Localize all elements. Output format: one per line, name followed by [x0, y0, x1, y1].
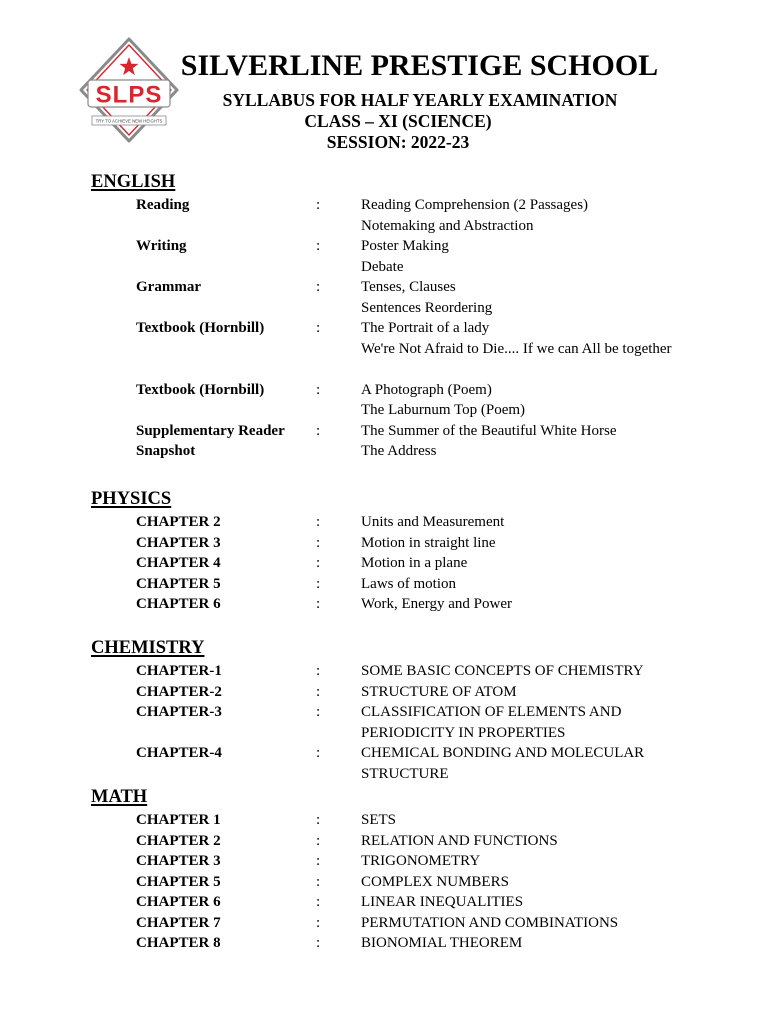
blank-line — [0, 359, 768, 380]
row-separator: : — [316, 197, 321, 213]
exam-title: SYLLABUS FOR HALF YEARLY EXAMINATION — [222, 90, 618, 110]
syllabus-row — [0, 421, 768, 442]
syllabus-row — [0, 318, 768, 339]
syllabus-row — [0, 661, 768, 682]
row-label: Supplementary Reader — [136, 422, 285, 439]
row-separator: : — [316, 575, 321, 592]
section-heading: ENGLISH — [91, 172, 176, 192]
row-label: Grammar — [136, 279, 201, 295]
row-label: Reading — [136, 197, 190, 213]
row-label: CHAPTER 5 — [136, 575, 221, 592]
row-value: COMPLEX NUMBERS — [361, 873, 509, 890]
section-heading: PHYSICS — [91, 489, 172, 509]
session-line: SESSION: 2022-23 — [326, 132, 470, 152]
syllabus-row — [0, 764, 768, 785]
syllabus-row — [0, 831, 768, 852]
row-value: PERMUTATION AND COMBINATIONS — [361, 914, 619, 931]
logo-tagline: TRY TO ACHIEVE NEW HEIGHTS — [95, 118, 163, 124]
syllabus-row — [0, 913, 768, 934]
row-value: Units and Measurement — [361, 514, 505, 530]
row-label: CHAPTER 2 — [136, 514, 221, 530]
syllabus-row — [0, 723, 768, 744]
row-value: Tenses, Clauses — [361, 279, 456, 295]
row-value: Motion in a plane — [361, 555, 468, 571]
row-value: The Laburnum Top (Poem) — [361, 402, 526, 418]
row-value: A Photograph (Poem) — [361, 381, 492, 398]
row-label: CHAPTER-1 — [136, 663, 222, 679]
row-label: CHAPTER 1 — [136, 812, 221, 828]
syllabus-row — [0, 216, 768, 237]
section-physics — [0, 488, 768, 615]
row-value: BIONOMIAL THEOREM — [361, 935, 523, 951]
syllabus-row — [0, 933, 768, 954]
row-separator: : — [316, 555, 321, 571]
row-separator: : — [316, 704, 321, 720]
syllabus-list — [0, 810, 768, 954]
row-label: CHAPTER 6 — [136, 596, 221, 612]
row-value: SOME BASIC CONCEPTS OF CHEMISTRY — [361, 663, 644, 679]
row-value: PERIODICITY IN PROPERTIES — [361, 724, 566, 741]
row-value: LINEAR INEQUALITIES — [361, 894, 524, 910]
row-label: Writing — [136, 238, 187, 254]
row-label: CHAPTER-2 — [136, 683, 222, 700]
section-heading: CHEMISTRY — [91, 638, 205, 658]
syllabus-row — [0, 682, 768, 703]
row-value: Sentences Reordering — [361, 299, 493, 316]
row-label: Textbook (Hornbill) — [136, 381, 265, 398]
row-value: Laws of motion — [361, 575, 456, 592]
syllabus-row — [0, 195, 768, 216]
logo-initials: SLPS — [95, 81, 163, 109]
row-separator: : — [316, 381, 321, 398]
row-value: Reading Comprehension (2 Passages) — [361, 197, 589, 213]
row-separator: : — [316, 853, 321, 869]
row-value: The Address — [361, 443, 437, 459]
syllabus-row — [0, 339, 768, 360]
school-name: SILVERLINE PRESTIGE SCHOOL — [180, 49, 659, 82]
row-separator: : — [316, 279, 321, 295]
class-line: CLASS – XI (SCIENCE) — [304, 111, 492, 131]
row-label: CHAPTER-3 — [136, 704, 222, 720]
row-separator: : — [316, 596, 321, 612]
row-label: CHAPTER 2 — [136, 832, 221, 849]
syllabus-row — [0, 257, 768, 278]
section-math — [0, 786, 768, 954]
section-chemistry — [0, 637, 768, 784]
row-label: CHAPTER 7 — [136, 914, 221, 931]
row-separator: : — [316, 683, 321, 700]
row-label: CHAPTER 3 — [136, 534, 221, 551]
syllabus-list — [0, 661, 768, 784]
row-label: Textbook (Hornbill) — [136, 320, 265, 336]
row-value: Debate — [361, 258, 404, 275]
row-separator: : — [316, 422, 321, 439]
row-value: TRIGONOMETRY — [361, 853, 481, 869]
row-label: CHAPTER 5 — [136, 873, 221, 890]
row-separator: : — [316, 894, 321, 910]
row-separator: : — [316, 534, 321, 551]
row-value: SETS — [361, 812, 397, 828]
syllabus-row — [0, 380, 768, 401]
syllabus-row — [0, 743, 768, 764]
row-value: The Portrait of a lady — [361, 320, 490, 336]
syllabus-row — [0, 553, 768, 574]
syllabus-row — [0, 533, 768, 554]
syllabus-row — [0, 851, 768, 872]
syllabus-row — [0, 277, 768, 298]
syllabus-row — [0, 400, 768, 421]
row-separator: : — [316, 832, 321, 849]
row-label: CHAPTER 6 — [136, 894, 221, 910]
section-heading: MATH — [91, 787, 148, 807]
row-separator: : — [316, 663, 321, 679]
row-label: CHAPTER 4 — [136, 555, 221, 571]
syllabus-list — [0, 512, 768, 615]
row-value: Poster Making — [361, 238, 449, 254]
row-value: STRUCTURE OF ATOM — [361, 683, 517, 700]
row-separator: : — [316, 745, 321, 761]
row-value: Notemaking and Abstraction — [361, 217, 534, 234]
syllabus-row — [0, 810, 768, 831]
syllabus-row — [0, 298, 768, 319]
syllabus-row — [0, 702, 768, 723]
row-label: CHAPTER 8 — [136, 935, 221, 951]
row-value: Motion in straight line — [361, 534, 496, 551]
row-separator: : — [316, 935, 321, 951]
row-value: CHEMICAL BONDING AND MOLECULAR — [361, 745, 645, 761]
row-value: The Summer of the Beautiful White Horse — [361, 422, 617, 439]
syllabus-row — [0, 872, 768, 893]
section-english — [0, 171, 768, 462]
row-separator: : — [316, 812, 321, 828]
row-value: STRUCTURE — [361, 765, 449, 782]
row-separator: : — [316, 238, 321, 254]
row-value: RELATION AND FUNCTIONS — [361, 832, 558, 849]
syllabus-row — [0, 441, 768, 462]
syllabus-row — [0, 236, 768, 257]
row-separator: : — [316, 914, 321, 931]
syllabus-row — [0, 594, 768, 615]
syllabus-row — [0, 892, 768, 913]
row-value: CLASSIFICATION OF ELEMENTS AND — [361, 704, 622, 720]
row-separator: : — [316, 320, 321, 336]
row-value: We're Not Afraid to Die.... If we can All be together — [361, 340, 672, 357]
row-label: CHAPTER 3 — [136, 853, 221, 869]
row-separator: : — [316, 514, 321, 530]
syllabus-row — [0, 574, 768, 595]
row-value: Work, Energy and Power — [361, 596, 512, 612]
row-label: Snapshot — [136, 443, 196, 459]
syllabus-list — [0, 195, 768, 462]
row-separator: : — [316, 873, 321, 890]
syllabus-row — [0, 512, 768, 533]
row-label: CHAPTER-4 — [136, 745, 222, 761]
